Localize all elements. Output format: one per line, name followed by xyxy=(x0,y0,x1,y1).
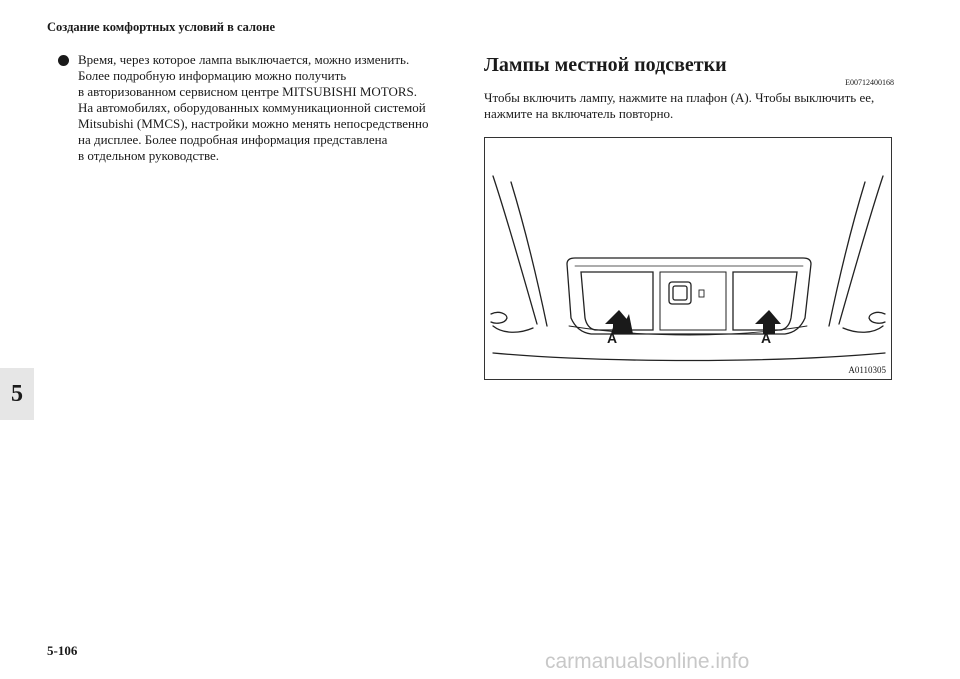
section-title: Лампы местной подсветки xyxy=(484,54,727,76)
running-header: Создание комфортных условий в салоне xyxy=(47,20,276,34)
bullet-line: в авторизованном сервисном центре MITSUBISHI MOTORS. xyxy=(78,84,418,99)
section-local-lamps xyxy=(484,52,894,122)
section-body-line: Чтобы включить лампу, нажмите на плафон (A). Чтобы выключить ее, xyxy=(484,90,875,105)
bullet-dot-icon xyxy=(58,55,69,66)
bullet-line: на дисплее. Более подробная информация представлена xyxy=(78,132,388,147)
bullet-line: На автомобилях, оборудованных коммуникационной системой xyxy=(78,100,426,115)
section-body xyxy=(484,90,894,122)
bullet-line: Более подробную информацию можно получить xyxy=(78,68,347,83)
callout-label-right: A xyxy=(761,330,772,346)
page-number: 5-106 xyxy=(47,643,78,658)
watermark: carmanualsonline.info xyxy=(545,650,750,673)
figure-id: A0110305 xyxy=(848,365,886,375)
lamp-illustration xyxy=(484,137,892,380)
bullet-line: Mitsubishi (MMCS), настройки можно менять непосредственно xyxy=(78,116,429,131)
chapter-tab xyxy=(0,368,34,420)
bullet-line: в отдельном руководстве. xyxy=(78,148,220,163)
overhead-console-drawing xyxy=(485,138,891,379)
section-body-line: нажмите на включатель повторно. xyxy=(484,106,674,121)
chapter-number: 5 xyxy=(11,380,23,407)
bullet-text xyxy=(78,52,458,164)
bullet-note xyxy=(58,52,458,164)
section-code: E00712400168 xyxy=(845,78,894,87)
callout-label-left: A xyxy=(607,330,618,346)
bullet-line: Время, через которое лампа выключается, можно изменить. xyxy=(78,52,410,67)
